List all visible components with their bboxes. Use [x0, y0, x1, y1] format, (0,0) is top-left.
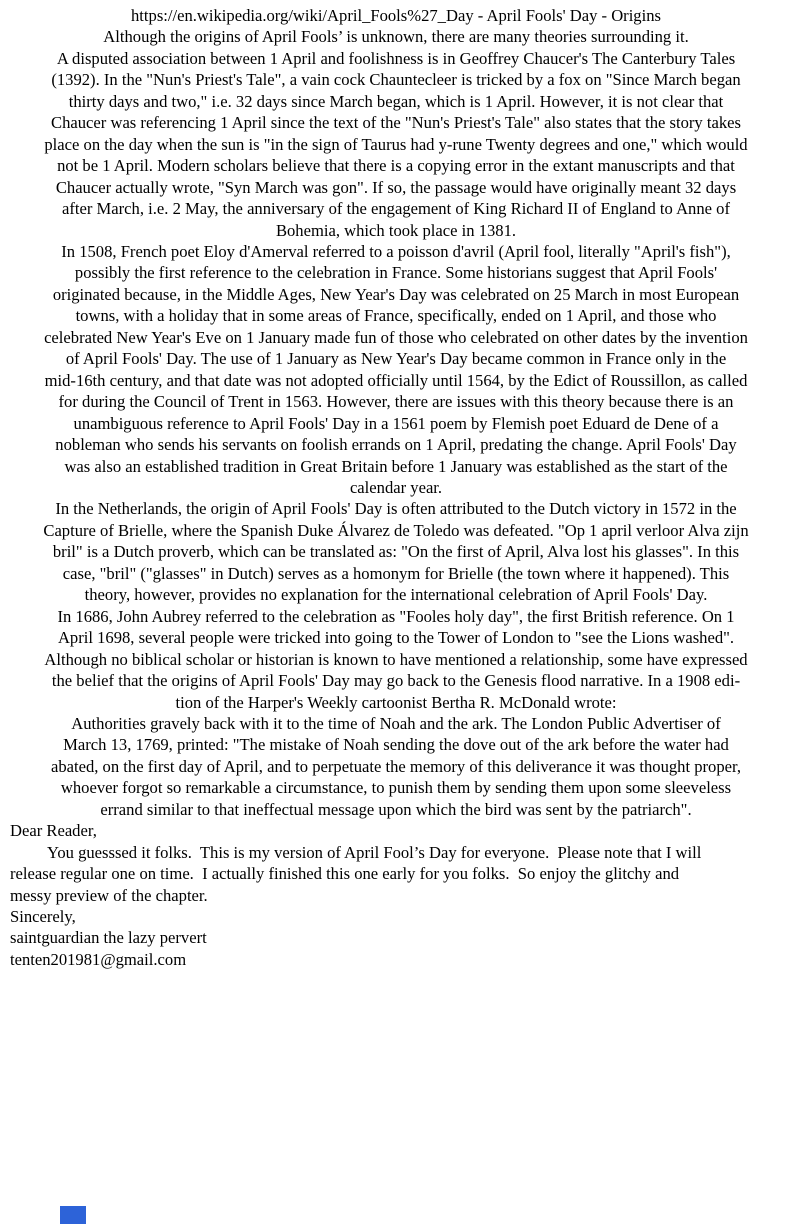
- author-signature: saintguardian the lazy pervert: [10, 928, 207, 948]
- letter-salutation: Dear Reader,: [10, 821, 97, 841]
- author-note: [0, 820, 792, 970]
- author-email: tenten201981@gmail.com: [10, 949, 187, 969]
- wiki-source-url-line: https://en.wikipedia.org/wiki/April_Fools%27_Day - April Fools' Day - Origins: [131, 6, 661, 25]
- letter-closing: Sincerely,: [10, 907, 76, 927]
- letter-body: You guesssed it folks. This is my version of April Fool’s Day for everyone. Please note that I will release regular one on time. I actually finished this one early for you folks. So enjoy the glitchy and messy preview of the chapter.: [10, 842, 702, 905]
- wiki-excerpt-text: Although the origins of April Fools’ is unknown, there are many theories surrounding it. A disputed association between 1 April and foolishness is in Geoffrey Chaucer's The Canterbury Tales (1392). In the "Nun's Priest's Tale", a vain cock Chauntecleer is tricked by a fox on "Since March began thirty days and two," i.e. 32 days since March began, which is 1 April. However, it is not clear that Chaucer was referencing 1 April since the text of the "Nun's Priest's Tale" also states that the story takes place on the day when the sun is "in the sign of Taurus had y-rune Twenty degrees and one," which would not be 1 April. Modern scholars believe that there is a copying error in the extant manuscripts and that Chaucer actually wrote, "Syn March was gon". If so, the passage would have originally meant 32 days after March, i.e. 2 May, the anniversary of the engagement of King Richard II of England to Anne of Bohemia, which took place in 1381. In 1508, French poet Eloy d'Amerval referred to a poisson d'avril (April fool, literally "April's fish"), possibly the first reference to the celebration in France. Some historians suggest that April Fools' originated because, in the Middle Ages, New Year's Day was celebrated on 25 March in most European towns, with a holiday that in some areas of France, specifically, ended on 1 April, and those who celebrated New Year's Eve on 1 January made fun of those who celebrated on other dates by the invention of April Fools' Day. The use of 1 January as New Year's Day became common in France only in the mid-16th century, and that date was not adopted officially until 1564, by the Edict of Roussillon, as called for during the Council of Trent in 1563. However, there are issues with this theory because there is an unambiguous reference to April Fools' Day in a 1561 poem by Flemish poet Eduard de Dene of a nobleman who sends his servants on foolish errands on 1 April, predating the change. April Fools' Day was also an established tradition in Great Britain before 1 January was established as the start of the calendar year. In the Netherlands, the origin of April Fools' Day is often attributed to the Dutch victory in 1572 in the Capture of Brielle, where the Spanish Duke Álvarez de Toledo was defeated. "Op 1 april verloor Alva zijn bril" is a Dutch proverb, which can be translated as: "On the first of April, Alva lost his glasses". In this case, "bril" ("glasses" in Dutch) serves as a homonym for Brielle (the town where it happened). This theory, however, provides no explanation for the international celebration of April Fools' Day. In 1686, John Aubrey referred to the celebration as "Fooles holy day", the first British reference. On 1 April 1698, several people were tricked into going to the Tower of London to "see the Lions washed". Although no biblical scholar or historian is known to have mentioned a relationship, some have expressed the belief that the origins of April Fools' Day may go back to the Genesis flood narrative. In a 1908 edi- tion of the Harper's Weekly cartoonist Bertha R. McDonald wrote: Authorities gravely back with it to the time of Noah and the ark. The London Public Advertiser of March 13, 1769, printed: "The mistake of Noah sending the dove out of the ark before the water had abated, on the first day of April, and to perpetuate the memory of this deliverance it was thought proper, whoever forgot so remarkable a circumstance, to punish them by sending them upon some sleeveless errand similar to that ineffectual message upon which the bird was sent by the patriarch".: [43, 27, 749, 819]
- partial-blue-element: [60, 1206, 86, 1224]
